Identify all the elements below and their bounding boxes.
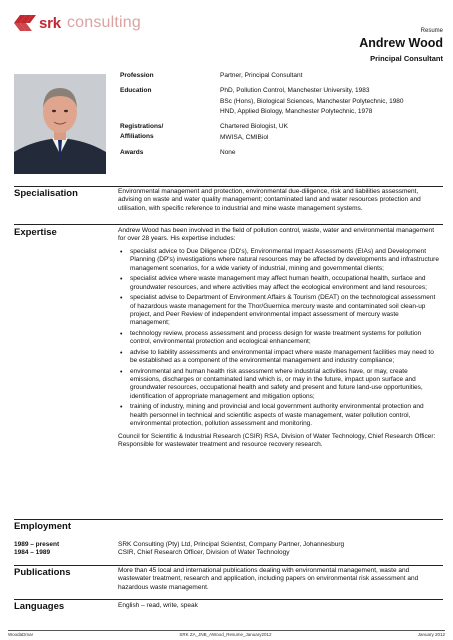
section-divider (14, 565, 443, 566)
company-logo (14, 14, 141, 32)
awards-value: None (220, 148, 236, 156)
section-divider (14, 519, 443, 520)
employment-date: 1989 – present (14, 541, 60, 548)
employment-entry: SRK Consulting (Pty) Ltd, Principal Scientist, Company Partner, Johannesburg (118, 541, 345, 548)
employment-entries (118, 541, 440, 558)
person-title: Principal Consultant (370, 54, 443, 63)
expertise-item: • environmental and human health risk assessment where industrial activities have, or may, create emissions, discharges or contaminated land which is, or may in the future, impact upon surface and groundwater resources, occupational health and safety and present and future land-use opportunities, identification of appropriate management and mitigation options; (118, 368, 440, 402)
expertise-item: • technology review, process assessment and process design for waste treatment systems for pollution control, environmental protection and ecological enhancement; (118, 330, 440, 347)
section-divider (14, 224, 443, 225)
registrations-label-line: Registrations/ (120, 123, 164, 131)
expertise-intro: Andrew Wood has been involved in the field of pollution control, waste, water and environmental management for over 28 years. His expertise includes: (118, 227, 435, 243)
registrations-label (120, 123, 220, 145)
registration-item: MWISA, CMIBiol (220, 133, 269, 141)
expertise-item: • training of industry, mining and provincial and local government authority environmental protection and health personnel in technical and scientific aspects of waste management, water pollution control, environmental protection, pollution assessment and monitoring. (118, 403, 440, 428)
affiliations-label-line: Affiliations (120, 133, 154, 141)
logo-consulting-text: consulting (66, 14, 141, 31)
footer-right: January 2012 (417, 632, 445, 637)
specialisation-heading: Specialisation (14, 188, 78, 199)
expertise-heading: Expertise (14, 227, 57, 238)
portrait-photo (14, 74, 106, 174)
profession-row (120, 72, 450, 83)
profile-info-table (120, 72, 450, 164)
awards-row (120, 149, 450, 160)
expertise-item: • specialist advice to Due Diligence (DD's), Environmental Impact Assessments (EIAs) and Development Planning (DP's) investigations where natural resources may be affected by developments and infrastructure management scenarios, for a wide variety of industrial, mining and governmental clients; (118, 248, 440, 273)
specialisation-text: Environmental management and protection, environmental due-diligence, risk and liabilities assessment, advising on waste and water quality management; contaminated land and water resources protection and utilisation, with specific reference to industrial and mine waste management systems. (118, 188, 421, 212)
footer-center: SRK ZA_JNB_AWood_Resume_January2012 (179, 632, 272, 637)
expertise-body (118, 227, 440, 450)
section-divider (14, 186, 443, 187)
logo-brand-text: srk (39, 14, 61, 32)
person-name: Andrew Wood (359, 36, 443, 50)
education-label: Education (120, 86, 152, 94)
education-row (120, 87, 450, 119)
footer-divider (8, 630, 445, 631)
awards-label: Awards (120, 148, 144, 156)
expertise-item: • specialist advise to Department of Environment Affairs & Tourism (DEAT) on the technological assessment of hazardous waste management for the Thor/Guernica mercury waste and contaminated soil clean-up project, and Peer Review of independent environmental impact assessment of mercury waste management; (118, 294, 440, 328)
registrations-row (120, 123, 450, 145)
education-item: HND, Applied Biology, Manchester Polytechnic, 1978 (220, 108, 373, 116)
languages-text: English – read, write, speak (118, 602, 198, 609)
page-footer (8, 632, 445, 637)
employment-entry: CSIR, Chief Research Officer, Division of Water Technology (118, 549, 290, 557)
expertise-item: • advise to liability assessments and environmental impact where waste management facilities may need to be established as a component of the environmental management and industry compliance; (118, 349, 440, 366)
registration-item: Chartered Biologist, UK (220, 123, 288, 131)
employment-dates (14, 541, 59, 558)
footer-left: WoodaDmar (8, 632, 34, 637)
profession-value: Partner, Principal Consultant (220, 72, 303, 79)
section-divider (14, 599, 443, 600)
employment-date: 1984 – 1989 (14, 549, 51, 557)
languages-heading: Languages (14, 601, 65, 612)
education-item: PhD, Pollution Control, Manchester University, 1983 (220, 86, 370, 94)
publications-text: More than 45 local and international publications dealing with environmental management, waste and wastewater treatment, research and application, including papers on environmental risk assessment and hazardous waste management. (118, 567, 419, 591)
expertise-list (118, 248, 440, 429)
education-item: BSc (Hons), Biological Sciences, Manchester Polytechnic, 1980 (220, 97, 404, 105)
employment-heading: Employment (14, 521, 72, 532)
publications-heading: Publications (14, 567, 71, 578)
expertise-closing: Council for Scientific & Industrial Research (CSIR) RSA, Division of Water Technology, Chief Research Officer: Responsible for wastewater treatment and resource recovery research. (118, 432, 436, 449)
document-type: Resume (420, 28, 443, 34)
srk-logo-mark-icon (14, 15, 36, 31)
profession-label: Profession (120, 72, 154, 79)
expertise-item: • specialist advice where waste management may affect human health, occupational health, surface and groundwater resources, and where activities may affect the ecological environment and land resources; (118, 275, 440, 292)
